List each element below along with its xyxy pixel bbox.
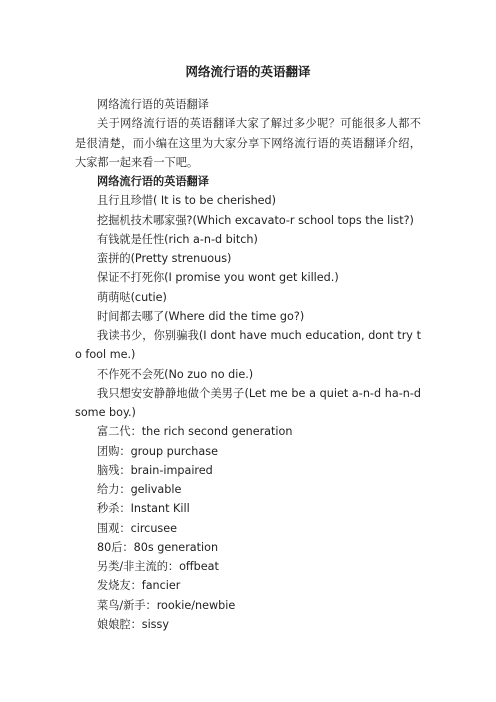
list-item: 菜鸟/新手：rookie/newbie [97,598,236,612]
list-item: 80后：80s generation [97,540,219,554]
list-item: 有钱就是任性(rich a-n-d bitch) [97,232,258,246]
list-item: 富二代：the rich second generation [97,425,293,439]
document-body [75,95,421,634]
list-item: 给力：gelivable [97,483,182,496]
list-item: 另类/非主流的：offbeat [97,560,219,573]
list-item: 秒杀：Instant Kill [97,502,190,516]
list-item: 时间都去哪了(Where did the time go?) [97,309,305,323]
list-item: 娘娘腔：sissy [97,617,169,631]
list-item: 挖掘机技术哪家强?(Which excavato-r school tops the list?) [97,213,414,227]
list-item: 我只想安安静静地做个美男子(Let me be a quiet a-n-d ha-n-dsome boy.) [75,386,421,419]
intro-paragraph: 关于网络流行语的英语翻译大家了解过多少呢？可能很多人都不是很清楚，而小编在这里为大家分享下网络流行语的英语翻译介绍，大家都一起来看一下吧。 [75,117,421,169]
subtitle-paragraph: 网络流行语的英语翻译 [97,98,209,111]
list-item: 团购：group purchase [97,444,218,458]
list-item: 发烧友：fancier [97,579,181,593]
list-item: 我读书少，你别骗我(I dont have much education, dont try to fool me.) [75,329,421,362]
list-item: 萌萌哒(cutie) [97,290,167,304]
section-heading: 网络流行语的英语翻译 [97,175,209,188]
list-item: 保证不打死你(I promise you wont get killed.) [97,271,339,285]
document-title: 网络流行语的英语翻译 [185,64,311,79]
list-item: 不作死不会死(No zuo no die.) [97,367,254,381]
list-item: 蛮拼的(Pretty strenuous) [97,252,232,265]
list-item: 脑残：brain-impaired [97,463,213,477]
list-item: 围观：circusee [97,521,178,535]
list-item: 且行且珍惜( It is to be cherished) [97,194,277,208]
